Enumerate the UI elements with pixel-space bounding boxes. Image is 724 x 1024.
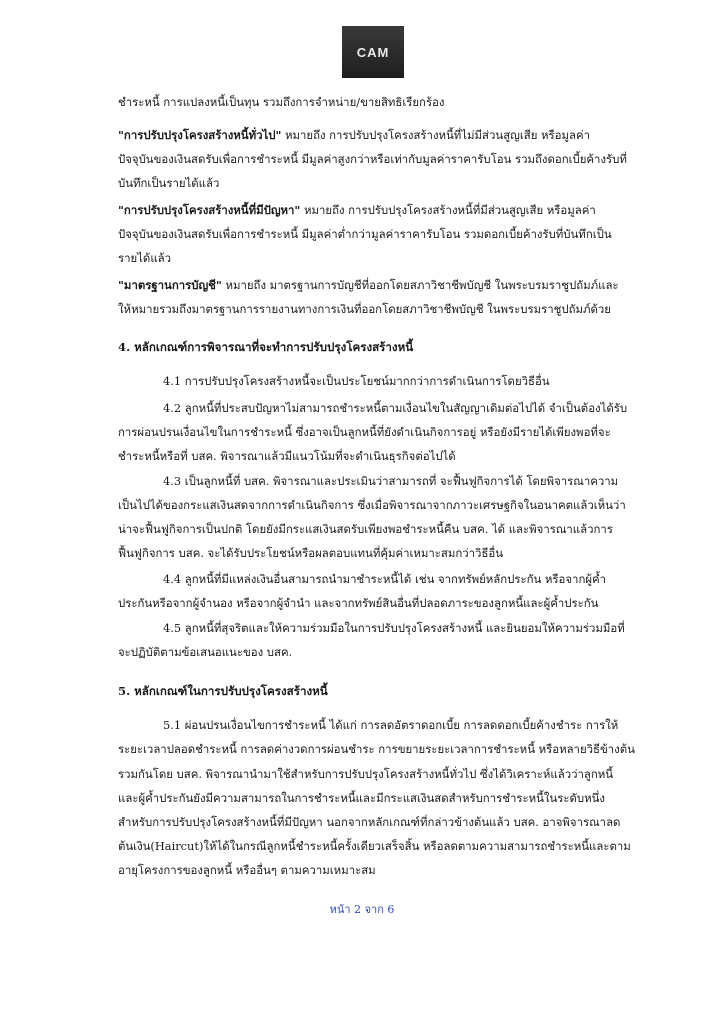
text-line: อายุโครงการของลูกหนี้ หรืออื่นๆ ตามความเหมาะสม	[118, 863, 376, 877]
text-line: รวมกันโดย บสค. พิจารณานำมาใช้สำหรับการปรับปรุงโครงสร้างหนี้ทั่วไป ซึ่งได้วิเคราะห์แล้วว่าลูกหนี้	[118, 767, 614, 781]
definition-text: หมายถึง การปรับปรุงโครงสร้างหนี้ที่มีส่วนสูญเสีย หรือมูลค่า	[300, 203, 596, 217]
clause-4-2: 4.2 ลูกหนี้ที่ประสบปัญหาไม่สามารถชำระหนี้ตามเงื่อนไขในสัญญาเดิมต่อไปได้ จำเป็นต้องได้รับ	[163, 401, 628, 415]
clause-4-1: 4.1 การปรับปรุงโครงสร้างหนี้จะเป็นประโยชน์มากกว่าการดำเนินการโดยวิธีอื่น	[163, 374, 550, 388]
definition-accounting-standards	[118, 277, 619, 293]
term: "การปรับปรุงโครงสร้างหนี้ทั่วไป"	[118, 128, 282, 142]
text-line: ฟื้นฟูกิจการ บสค. จะได้รับประโยชน์หรือผลตอบแทนที่คุ้มค่าเหมาะสมกว่าวิธีอื่น	[118, 546, 504, 560]
text-line: ประกันหรือจากผู้จำนอง หรือจากผู้จำนำ และจากทรัพย์สินอื่นที่ปลอดภาระของลูกหนี้และผู้ค้ำประกัน	[118, 596, 599, 610]
clause-5-1: 5.1 ผ่อนปรนเงื่อนไขการชำระหนี้ ได้แก่ การลดอัตราดอกเบี้ย การลดดอกเบี้ยค้างชำระ การให้	[163, 718, 619, 732]
clause-4-5: 4.5 ลูกหนี้ที่สุจริตและให้ความร่วมมือในการปรับปรุงโครงสร้างหนี้ และยินยอมให้ความร่วมมือที่	[163, 621, 625, 635]
text-line: ปัจจุบันของเงินสดรับเพื่อการชำระหนี้ มีมูลค่าสูงกว่าหรือเท่ากับมูลค่าราคารับโอน รวมถึงดอกเบี้ยค้างรับที่	[118, 152, 627, 166]
page-number: หน้า 2 จาก 6	[329, 903, 395, 916]
definition-general-restructuring	[118, 127, 590, 143]
text-line: สำหรับการปรับปรุงโครงสร้างหนี้ที่มีปัญหา นอกจากหลักเกณฑ์ที่กล่าวข้างต้นแล้ว บสค. อาจพิจารณาลด	[118, 815, 621, 829]
clause-4-3: 4.3 เป็นลูกหนี้ที่ บสค. พิจารณาและประเมินว่าสามารถที่ จะฟื้นฟูกิจการได้ โดยพิจารณาความ	[163, 474, 619, 488]
text-line: จะปฏิบัติตามข้อเสนอแนะของ บสค.	[118, 645, 293, 659]
term: "การปรับปรุงโครงสร้างหนี้ที่มีปัญหา"	[118, 203, 301, 217]
text-line: บันทึกเป็นรายได้แล้ว	[118, 176, 220, 190]
definition-text: หมายถึง มาตรฐานการบัญชีที่ออกโดยสภาวิชาชีพบัญชี ในพระบรมราชูปถัมภ์และ	[221, 278, 619, 292]
text-line: และผู้ค้ำประกันยังมีความสามารถในการชำระหนี้และมีกระแสเงินสดสำหรับการชำระหนี้ในระดับหนึ่ง	[118, 791, 605, 805]
definition-text: หมายถึง การปรับปรุงโครงสร้างหนี้ที่ไม่มีส่วนสูญเสีย หรือมูลค่า	[281, 128, 590, 142]
text-line: การผ่อนปรนเงื่อนไขในการชำระหนี้ ซึ่งอาจเป็นลูกหนี้ที่ยังดำเนินกิจการอยู่ หรือยังมีรายได้เพียงพอที่จะ	[118, 425, 611, 439]
section-4-heading: 4. หลักเกณฑ์การพิจารณาที่จะทำการปรับปรุงโครงสร้างหนี้	[118, 340, 414, 354]
definition-troubled-restructuring	[118, 202, 596, 218]
clause-4-4: 4.4 ลูกหนี้ที่มีแหล่งเงินอื่นสามารถนำมาชำระหนี้ได้ เช่น จากทรัพย์หลักประกัน หรือจากผู้ค้ำ	[163, 572, 607, 586]
text-line: น่าจะฟื้นฟูกิจการเป็นปกติ โดยยังมีกระแสเงินสดรับเพียงพอชำระหนี้คืน บสค. ได้ และพิจารณาแล้วการ	[118, 522, 613, 536]
text-line: ระยะเวลาปลอดชำระหนี้ การลดค่างวดการผ่อนชำระ การขยายระยะเวลาการชำระหนี้ หรือหลายวิธีข้างต้น	[118, 742, 635, 756]
text-line: รายได้แล้ว	[118, 251, 172, 265]
cam-logo: CAM	[342, 26, 404, 78]
text-line: ให้หมายรวมถึงมาตรฐานการรายงานทางการเงินที่ออกโดยสภาวิชาชีพบัญชี ในพระบรมราชูปถัมภ์ด้วย	[118, 302, 611, 316]
section-5-heading: 5. หลักเกณฑ์ในการปรับปรุงโครงสร้างหนี้	[118, 684, 328, 698]
text-line: เป็นไปได้ของกระแสเงินสดจากการดำเนินกิจการ ซึ่งเมื่อพิจารณาจากภาวะเศรษฐกิจในอนาคตแล้วเห็นว่า	[118, 498, 626, 512]
text-line: ชำระหนี้ การแปลงหนี้เป็นทุน รวมถึงการจำหน่าย/ขายสิทธิเรียกร้อง	[118, 95, 445, 109]
text-line: ปัจจุบันของเงินสดรับเพื่อการชำระหนี้ มีมูลค่าต่ำกว่ามูลค่าราคารับโอน รวมดอกเบี้ยค้างรับที่บันทึกเป็น	[118, 227, 612, 241]
term: "มาตรฐานการบัญชี"	[118, 278, 222, 292]
text-line: ต้นเงิน(Haircut)ให้ได้ในกรณีลูกหนี้ชำระหนี้ครั้งเดียวเสร็จสิ้น หรือลดตามความสามารถชำระหนี้และตาม	[118, 839, 631, 853]
text-line: ชำระหนี้หรือที่ บสค. พิจารณาแล้วมีแนวโน้มที่จะดำเนินธุรกิจต่อไปได้	[118, 449, 456, 463]
